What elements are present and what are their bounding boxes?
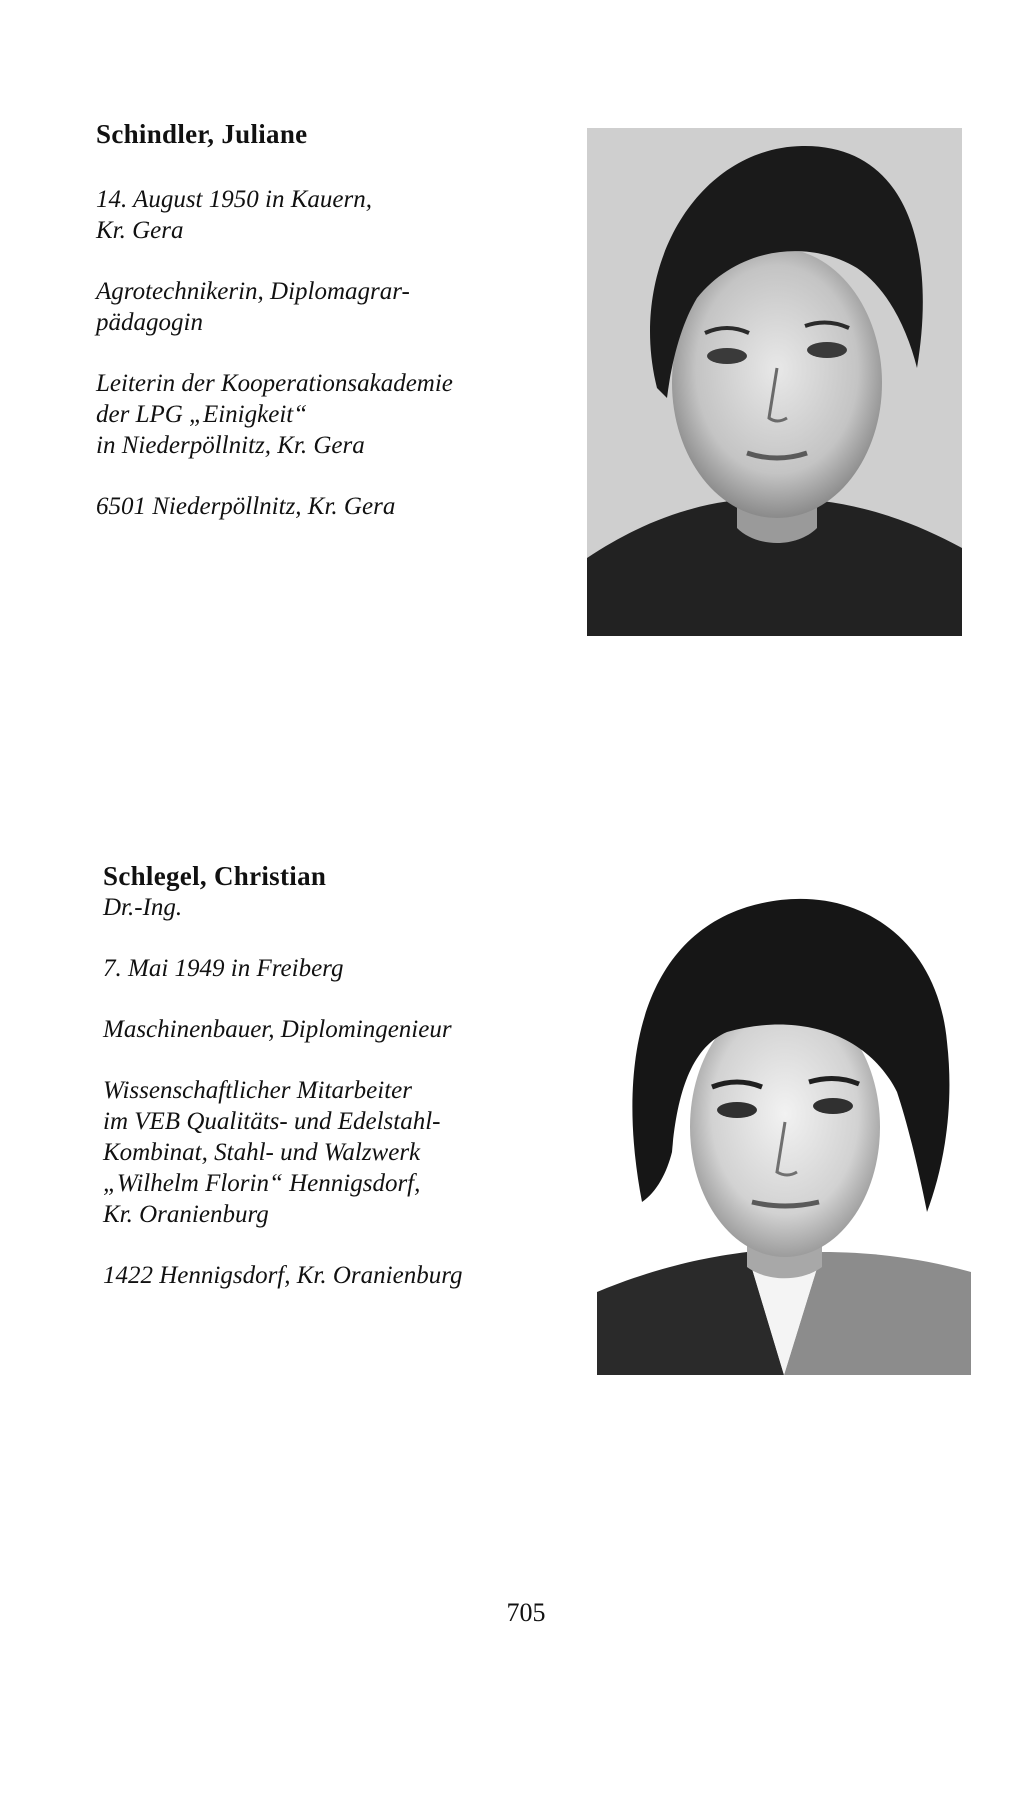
page-number: 705 bbox=[506, 1598, 546, 1627]
birth-line: Kr. Gera bbox=[96, 217, 184, 244]
portrait-woman-image bbox=[587, 128, 962, 636]
portrait-photo bbox=[587, 128, 962, 636]
profession-info bbox=[103, 1014, 573, 1045]
person-name: Schindler, Juliane bbox=[96, 119, 308, 149]
position-info bbox=[103, 1075, 573, 1230]
address-info bbox=[103, 1260, 573, 1291]
position-line: der LPG „Einigkeit“ bbox=[96, 401, 308, 428]
position-info bbox=[96, 368, 566, 461]
profession-line: Agrotechnikerin, Diplomagrar- bbox=[96, 278, 410, 305]
birth-line: 7. Mai 1949 in Freiberg bbox=[103, 955, 344, 982]
position-line: Wissenschaftlicher Mitarbeiter bbox=[103, 1077, 412, 1104]
portrait-photo bbox=[597, 872, 971, 1375]
position-line: Leiterin der Kooperationsakademie bbox=[96, 370, 453, 397]
academic-title: Dr.-Ing. bbox=[103, 894, 183, 921]
portrait-man-image bbox=[597, 872, 971, 1375]
address-line: 6501 Niederpöllnitz, Kr. Gera bbox=[96, 493, 396, 520]
profession-info bbox=[96, 276, 566, 338]
profession-line: pädagogin bbox=[96, 309, 203, 336]
entry-schlegel bbox=[0, 860, 1024, 1420]
bio-block bbox=[103, 860, 573, 1291]
position-line: „Wilhelm Florin“ Hennigsdorf, bbox=[103, 1170, 421, 1197]
address-info bbox=[96, 491, 566, 522]
birth-info bbox=[103, 953, 573, 984]
address-line: 1422 Hennigsdorf, Kr. Oranienburg bbox=[103, 1262, 463, 1289]
profession-line: Maschinenbauer, Diplomingenieur bbox=[103, 1016, 452, 1043]
position-line: in Niederpöllnitz, Kr. Gera bbox=[96, 432, 365, 459]
person-name: Schlegel, Christian bbox=[103, 861, 327, 891]
birth-line: 14. August 1950 in Kauern, bbox=[96, 186, 372, 213]
position-line: Kombinat, Stahl- und Walzwerk bbox=[103, 1139, 421, 1166]
birth-info bbox=[96, 184, 566, 246]
bio-block bbox=[96, 118, 566, 522]
position-line: Kr. Oranienburg bbox=[103, 1201, 269, 1228]
position-line: im VEB Qualitäts- und Edelstahl- bbox=[103, 1108, 441, 1135]
entry-schindler bbox=[0, 0, 1024, 700]
